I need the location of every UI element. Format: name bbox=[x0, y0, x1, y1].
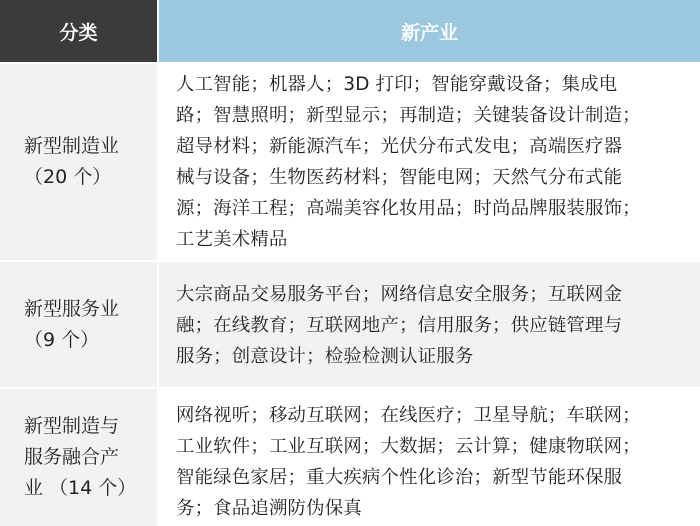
category-line: （20 个） bbox=[24, 166, 112, 188]
industry-cell-integrated bbox=[159, 389, 700, 526]
industry-line: 服务；创意设计；检验检测认证服务 bbox=[176, 346, 474, 367]
header-industry bbox=[159, 0, 700, 62]
industry-line: 工业软件；工业互联网；大数据；云计算；健康物联网； bbox=[176, 436, 641, 457]
category-cell-integrated bbox=[0, 389, 157, 526]
industry-line: 网络视听；移动互联网；在线医疗；卫星导航；车联网； bbox=[176, 405, 641, 426]
header-category bbox=[0, 0, 157, 62]
category-line: 业 （14 个） bbox=[24, 477, 137, 499]
category-text bbox=[24, 294, 119, 356]
category-cell-services bbox=[0, 262, 157, 387]
industry-line: 融；在线教育；互联网地产；信用服务；供应链管理与 bbox=[176, 315, 623, 336]
industry-cell-services bbox=[159, 262, 700, 387]
header-category-label: 分类 bbox=[59, 21, 98, 44]
industry-line: 路；智慧照明；新型显示；再制造；关键装备设计制造； bbox=[176, 105, 641, 126]
category-cell-manufacturing bbox=[0, 64, 157, 260]
category-text bbox=[24, 131, 119, 193]
industry-line: 械与设备；生物医药材料；智能电网；天然气分布式能 bbox=[176, 167, 623, 188]
industry-line: 务；食品追溯防伪保真 bbox=[176, 498, 362, 519]
industry-line: 大宗商品交易服务平台；网络信息安全服务；互联网金 bbox=[176, 284, 623, 305]
category-line: 新型服务业 bbox=[24, 297, 120, 320]
industry-line: 智能绿色家居；重大疾病个性化诊治；新型节能环保服 bbox=[176, 467, 623, 488]
industry-cell-manufacturing bbox=[159, 64, 700, 260]
industry-line: 超导材料；新能源汽车；光伏分布式发电；高端医疗器 bbox=[176, 136, 623, 157]
category-text bbox=[24, 411, 136, 504]
industry-line: 人工智能；机器人；3D 打印；智能穿戴设备；集成电 bbox=[176, 74, 618, 95]
category-line: （9 个） bbox=[24, 328, 100, 351]
category-line: 服务融合产 bbox=[24, 446, 120, 468]
header-industry-label: 新产业 bbox=[400, 21, 458, 44]
industry-line: 源；海洋工程；高端美容化妆用品；时尚品牌服装服饰； bbox=[176, 198, 641, 219]
industry-line: 工艺美术精品 bbox=[176, 229, 288, 250]
category-line: 新型制造与 bbox=[24, 415, 120, 437]
category-line: 新型制造业 bbox=[24, 135, 120, 157]
